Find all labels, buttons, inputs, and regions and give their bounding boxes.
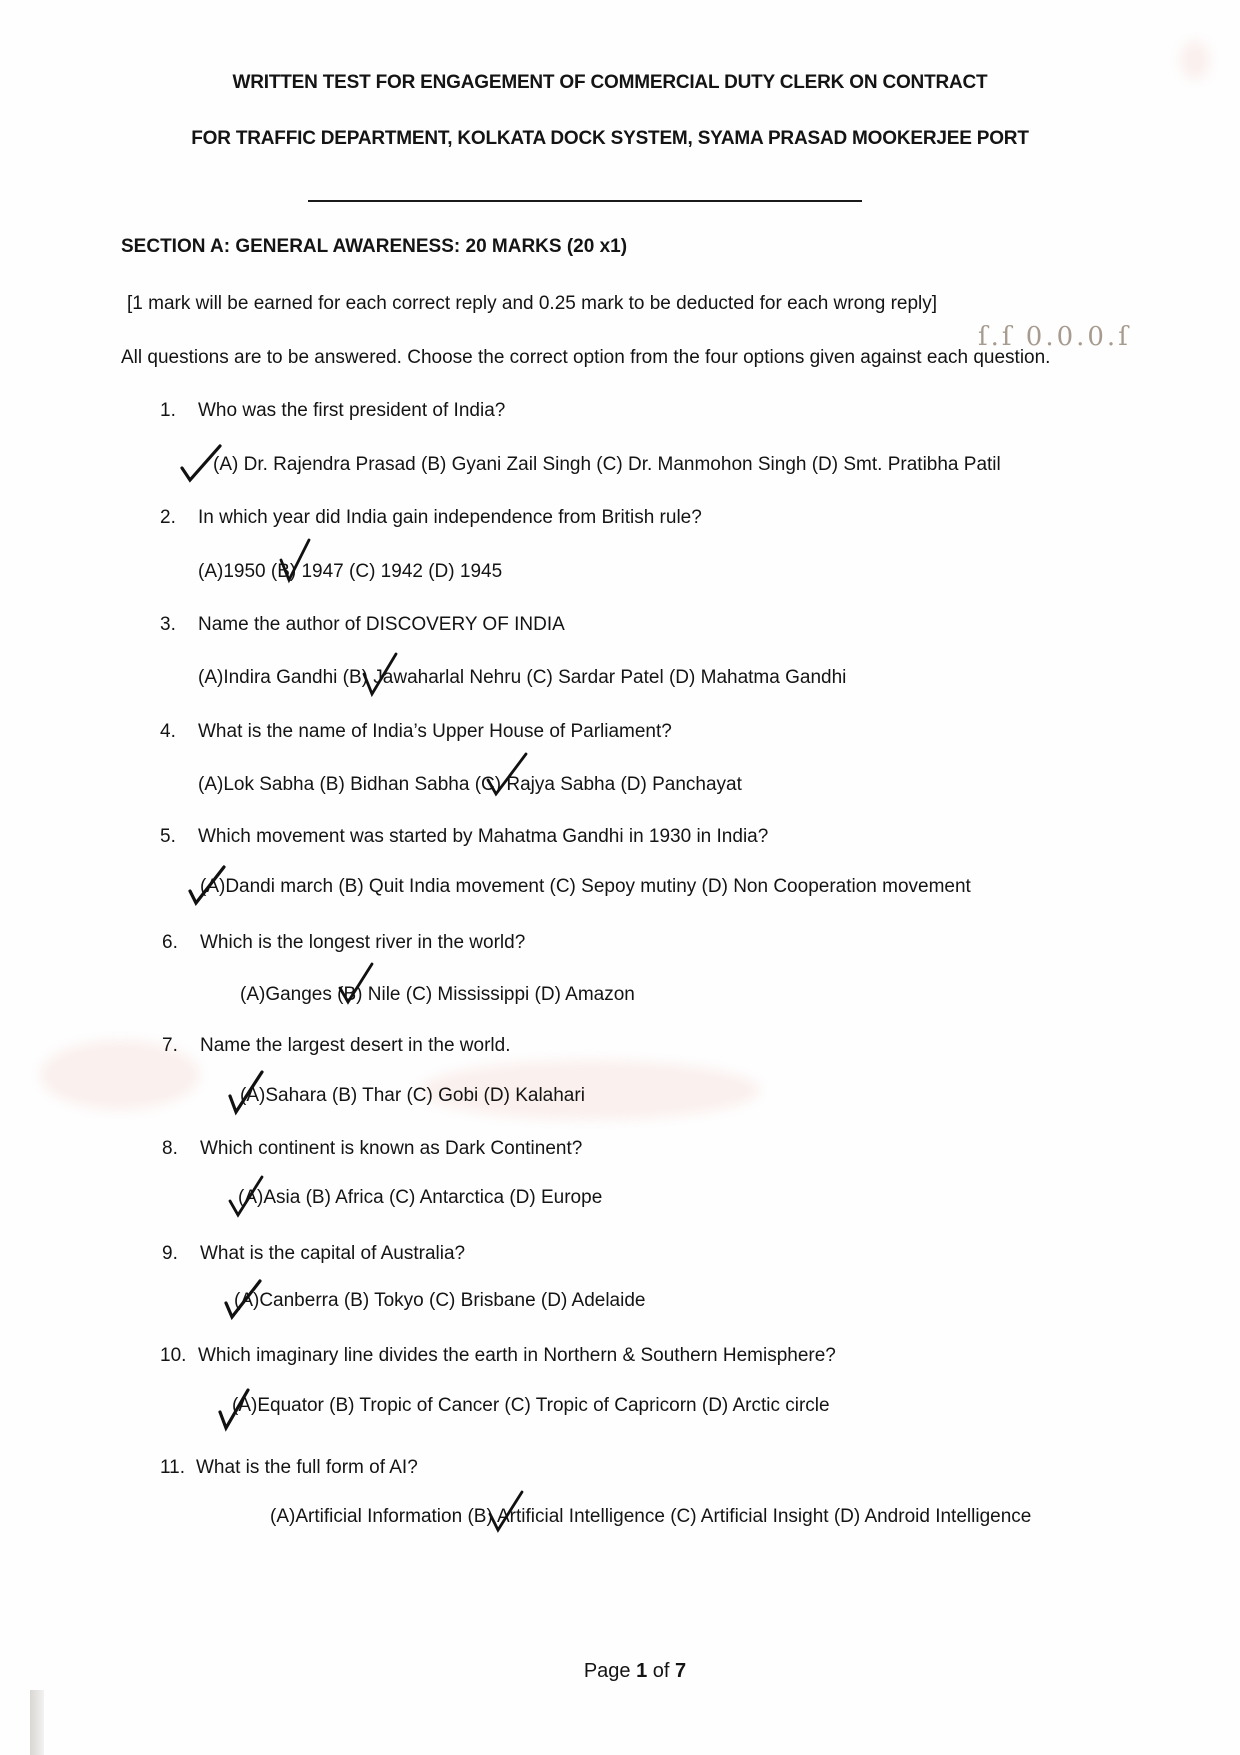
question-text: Which movement was started by Mahatma Gandhi in 1930 in India? [198,826,769,847]
question-11-options: (A)Artificial Information (B) Artificial Intelligence (C) Artificial Insight (D) Android Intelligence [270,1506,1032,1527]
question-text: Who was the first president of India? [198,400,506,421]
document-title-line-1: WRITTEN TEST FOR ENGAGEMENT OF COMMERCIAL DUTY CLERK ON CONTRACT [232,72,988,93]
current-page-number: 1 [636,1660,648,1682]
question-number: 1. [160,400,176,421]
question-2-options: (A)1950 (B) 1947 (C) 1942 (D) 1945 [198,561,503,582]
title-divider [308,200,862,202]
scan-edge-shadow [30,1690,44,1755]
question-text: Which imaginary line divides the earth in Northern & Southern Hemisphere? [198,1345,836,1366]
marking-scheme-note: [1 mark will be earned for each correct reply and 0.25 mark to be deducted for each wrong reply] [127,293,938,314]
question-text: Name the author of DISCOVERY OF INDIA [198,614,565,635]
question-text: What is the capital of Australia? [200,1243,466,1264]
question-number: 2. [160,507,176,528]
question-text: What is the name of India’s Upper House of Parliament? [198,721,672,742]
question-7 [162,1035,511,1057]
question-6-options: (A)Ganges (B) Nile (C) Mississippi (D) Amazon [240,984,635,1005]
total-pages-number: 7 [675,1660,687,1682]
question-text: Which continent is known as Dark Continent? [200,1138,583,1159]
section-heading: SECTION A: GENERAL AWARENESS: 20 MARKS (20 x1) [121,236,628,257]
instructions-text: All questions are to be answered. Choose the correct option from the four options given against each question. [121,347,1051,368]
question-3 [160,614,565,636]
question-number: 6. [162,932,178,953]
question-number: 8. [162,1138,178,1159]
question-text: Name the largest desert in the world. [200,1035,511,1056]
page-of-label: of [652,1660,670,1682]
question-9-options: (A)Canberra (B) Tokyo (C) Brisbane (D) Adelaide [234,1290,646,1311]
question-number: 10. [160,1345,187,1366]
question-number: 9. [162,1243,178,1264]
question-2 [160,507,702,529]
page-label: Page [583,1660,631,1682]
question-number: 3. [160,614,176,635]
serial-stamp: ſ.ſ 0.0.0.ſ [978,322,1131,352]
question-4-options: (A)Lok Sabha (B) Bidhan Sabha (C) Rajya Sabha (D) Panchayat [198,774,742,795]
question-number: 7. [162,1035,178,1056]
question-5-options: (A)Dandi march (B) Quit India movement (C) Sepoy mutiny (D) Non Cooperation movement [200,876,971,897]
question-5 [160,826,768,848]
question-4 [160,721,672,743]
page-indicator [0,1660,1240,1683]
document-title-line-2: FOR TRAFFIC DEPARTMENT, KOLKATA DOCK SYSTEM, SYAMA PRASAD MOOKERJEE PORT [191,128,1029,149]
question-1-options: (A) Dr. Rajendra Prasad (B) Gyani Zail Singh (C) Dr. Manmohon Singh (D) Smt. Pratibha Patil [213,454,1001,475]
question-6 [162,932,525,954]
question-number: 4. [160,721,176,742]
question-10 [160,1345,836,1367]
question-number: 5. [160,826,176,847]
question-text: Which is the longest river in the world? [200,932,526,953]
question-8 [162,1138,582,1160]
question-3-options: (A)Indira Gandhi (B) Jawaharlal Nehru (C) Sardar Patel (D) Mahatma Gandhi [198,667,847,688]
question-text: What is the full form of AI? [196,1457,418,1478]
question-text: In which year did India gain independence from British rule? [198,507,702,528]
question-8-options: (A)Asia (B) Africa (C) Antarctica (D) Europe [238,1187,603,1208]
question-1 [160,400,505,422]
question-11 [160,1457,418,1479]
question-number: 11. [160,1457,186,1478]
question-10-options: (A)Equator (B) Tropic of Cancer (C) Tropic of Capricorn (D) Arctic circle [232,1395,830,1416]
question-7-options: (A)Sahara (B) Thar (C) Gobi (D) Kalahari [240,1085,585,1106]
question-9 [162,1243,465,1265]
